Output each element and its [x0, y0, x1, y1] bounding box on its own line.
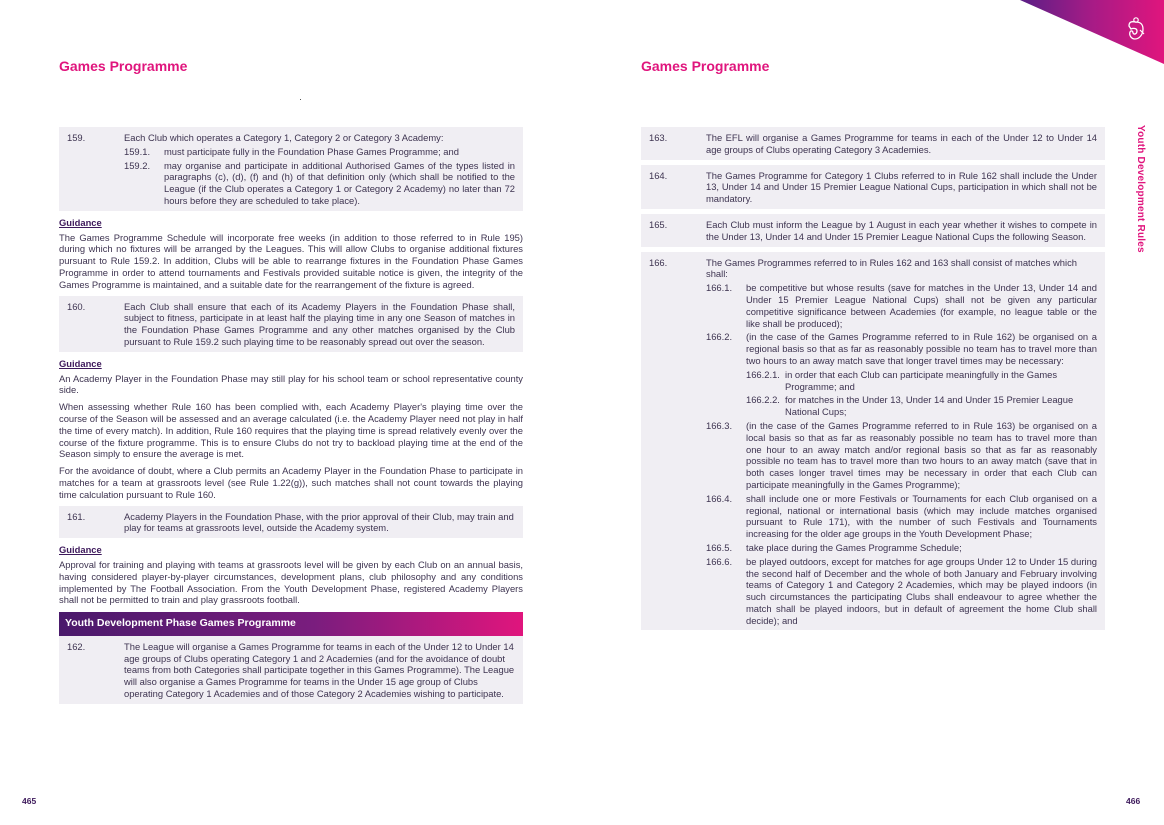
subrule-number: 166.2.	[706, 331, 733, 343]
guidance-paragraph: The Games Programme Schedule will incorporate free weeks (in addition to those referred to in Rule 195) during which no fixtures will be arranged by the Leagues. This will allow Clubs to organise additional fixtures pursuant to Rule 159.2. In addition, Clubs will be able to rearrange fixtures in the Foundation Phase Games Programme in order to attend tournaments and Festivals provided suitable notice is given, the integrity of the Games Programme is maintained, and a suitable date for the rearrangement of the fixture is agreed.	[59, 231, 523, 290]
subrule-text: (in the case of the Games Programme referred to in Rule 163) be organised on a local basis so that as far as reasonably possible no team has to travel more than one hour to an away match and/or regional basis so that as far as reasonably possible no team has to travel more than two hours to an away match (save that in both cases longer travel times may be necessary in order that each Club can participate meaningfully in the Games Programme);	[746, 419, 1097, 490]
subrule-166-3	[706, 420, 1097, 491]
subrule-166-2-2	[746, 394, 1097, 418]
stray-mark	[300, 99, 301, 100]
subrule-text: for matches in the Under 13, Under 14 and Under 15 Premier League National Cups;	[785, 394, 1074, 418]
rule-number: 166.	[649, 256, 668, 268]
subrule-166-6	[706, 556, 1097, 627]
subrule-text: may organise and participate in additional Authorised Games of the types listed in paragraphs (c), (d), (f) and (h) of that definition only (which shall be notified to the League (if the Club operates a Category 1 or Category 2 Academy) no later than 72 hours before they are scheduled to take place).	[164, 159, 515, 206]
subrule-number: 166.2.2.	[746, 394, 780, 406]
subrule-text: take place during the Games Programme Schedule;	[746, 541, 962, 553]
rule-text: Academy Players in the Foundation Phase, with the prior approval of their Club, may train and play for teams at grassroots level, outside the Academy system.	[124, 510, 514, 534]
subrule-number: 159.1.	[124, 145, 151, 157]
subrule-166-2-1	[746, 369, 1097, 393]
subrule-text: must participate fully in the Foundation Phase Games Programme; and	[164, 145, 459, 157]
page-title: Games Programme	[641, 58, 770, 74]
rule-text: Each Club shall ensure that each of its Academy Players in the Foundation Phase shall, subject to fitness, participate in at least half the playing time in any one Season of matches in the Foundation Phase Games Programme and any other matches organised by the Club pursuant to Rule 159.2 such playing time to be reasonably spread out over the season.	[124, 300, 515, 347]
rule-number: 163.	[649, 132, 668, 143]
subrule-text: (in the case of the Games Programme referred to in Rule 162) be organised on a regional basis so that as far as reasonably possible no team has to travel more than two hours to an away match save that longer travel times may be necessary:	[746, 331, 1097, 366]
rule-166	[641, 252, 1105, 631]
page-title: Games Programme	[59, 58, 188, 74]
rule-160	[59, 296, 523, 352]
rule-text: Each Club must inform the League by 1 August in each year whether it wishes to compete in the Under 13, Under 14 and Under 15 Premier League National Cups the following Season.	[706, 218, 1097, 242]
guidance-paragraph: For the avoidance of doubt, where a Club permits an Academy Player in the Foundation Phase to participate in matches for a team at grassroots level (see Rule 1.22(g)), such matches shall not count towards the playing time calculation pursuant to Rule 160.	[59, 465, 523, 500]
rule-number: 161.	[67, 510, 86, 522]
corner-decoration	[1000, 0, 1164, 70]
right-column	[641, 127, 1105, 635]
rule-number: 164.	[649, 169, 668, 181]
rule-text: Each Club which operates a Category 1, Category 2 or Category 3 Academy:	[124, 132, 444, 143]
rule-text: The League will organise a Games Programme for teams in each of the Under 12 to Under 14 age groups of Clubs operating Category 1 and 2 Academies (and for the avoidance of doubt teams from both Categories shall participate together in this Games Programme). The League will also organise a Games Programme for teams in the Under 15 age group of Clubs operating Category 1 Academies and of those Category 2 Academies wishing to participate.	[124, 640, 515, 700]
subrule-166-5	[706, 542, 1097, 554]
subrule-166-1	[706, 282, 1097, 329]
subrule-166-4	[706, 493, 1097, 540]
guidance-title: Guidance	[59, 357, 102, 369]
subrule-159-2	[124, 160, 515, 207]
guidance-paragraph: Approval for training and playing with teams at grassroots level will be given by each Club on an annual basis, having considered player-by-player circumstances, development plans, club philosophy and any conditions implemented by The Football Association. From the Youth Development Phase, registered Academy Players shall not be permitted to train and play grassroots football.	[59, 558, 523, 606]
subrule-number: 166.5.	[706, 541, 733, 553]
page-number-left: 465	[22, 796, 37, 806]
subrule-text: in order that each Club can participate meaningfully in the Games Programme; and	[785, 368, 1058, 392]
subrule-166-2	[706, 331, 1097, 366]
subrule-number: 159.2.	[124, 159, 151, 171]
guidance-title: Guidance	[59, 544, 102, 556]
subrule-text: shall include one or more Festivals or Tournaments for each Club organised on a regional, national or international basis (which may include matches organised pursuant to Rule 171), with the number of such Festivals and Tournaments increasing for the older age groups in the Youth Development Phase;	[746, 492, 1097, 540]
rule-text: The EFL will organise a Games Programme for teams in each of the Under 12 to Under 14 age groups of Clubs operating Category 3 Academies.	[706, 132, 1097, 155]
rule-text: The Games Programmes referred to in Rules 162 and 163 shall consist of matches which shall:	[706, 256, 1078, 280]
subrule-number: 166.4.	[706, 492, 733, 504]
rule-159	[59, 127, 523, 211]
subrule-number: 166.6.	[706, 555, 733, 567]
rule-165	[641, 214, 1105, 247]
subrule-159-1	[124, 146, 515, 158]
section-heading-bar: Youth Development Phase Games Programme	[59, 612, 523, 636]
rule-number: 159.	[67, 132, 86, 143]
rule-162	[59, 636, 523, 704]
rule-number: 160.	[67, 300, 86, 312]
rule-number: 165.	[649, 218, 668, 230]
left-column	[59, 127, 523, 709]
rule-text: The Games Programme for Category 1 Clubs referred to in Rule 162 shall include the Under 13, Under 14 and Under 15 Premier League National Cups, participation in which shall not be mandatory.	[706, 169, 1097, 205]
rule-161	[59, 506, 523, 539]
subrule-number: 166.2.1.	[746, 368, 780, 380]
guidance-paragraph: An Academy Player in the Foundation Phase may still play for his school team or school representative county side.	[59, 372, 523, 396]
page-number-right: 466	[1126, 796, 1141, 806]
rule-163	[641, 127, 1105, 160]
subrule-number: 166.3.	[706, 419, 733, 431]
subrule-number: 166.1.	[706, 282, 733, 294]
rule-number: 162.	[67, 640, 86, 652]
subrule-text: be played outdoors, except for matches for age groups Under 12 to Under 15 during the second half of December and the whole of both January and February involving teams of Category 1 and Category 2 Academies, which may be played indoors (in such circumstances the participating Clubs shall endeavour to agree whether the match shall be played indoors, but in default of agreement the home Club shall decide); and	[746, 555, 1097, 626]
side-section-title: Youth Development Rules	[1135, 125, 1146, 253]
rule-164	[641, 165, 1105, 209]
guidance-paragraph: When assessing whether Rule 160 has been complied with, each Academy Player's playing time over the course of the Season will be assessed and an average calculated (i.e. the Academy Player need not play in half the time of every match). In addition, Rule 160 requires that the playing time is spread relatively evenly over the course of the fixture programme. This is to ensure Clubs do not try to backload playing time at the end of the Season simply to ensure the average is met.	[59, 401, 523, 460]
subrule-text: be competitive but whose results (save for matches in the Under 13, Under 14 and Under 15 Premier League National Cups) shall not be given any particular competitive significance between Academies (for example, no league table or the like shall be produced);	[746, 282, 1097, 329]
guidance-title: Guidance	[59, 216, 102, 228]
